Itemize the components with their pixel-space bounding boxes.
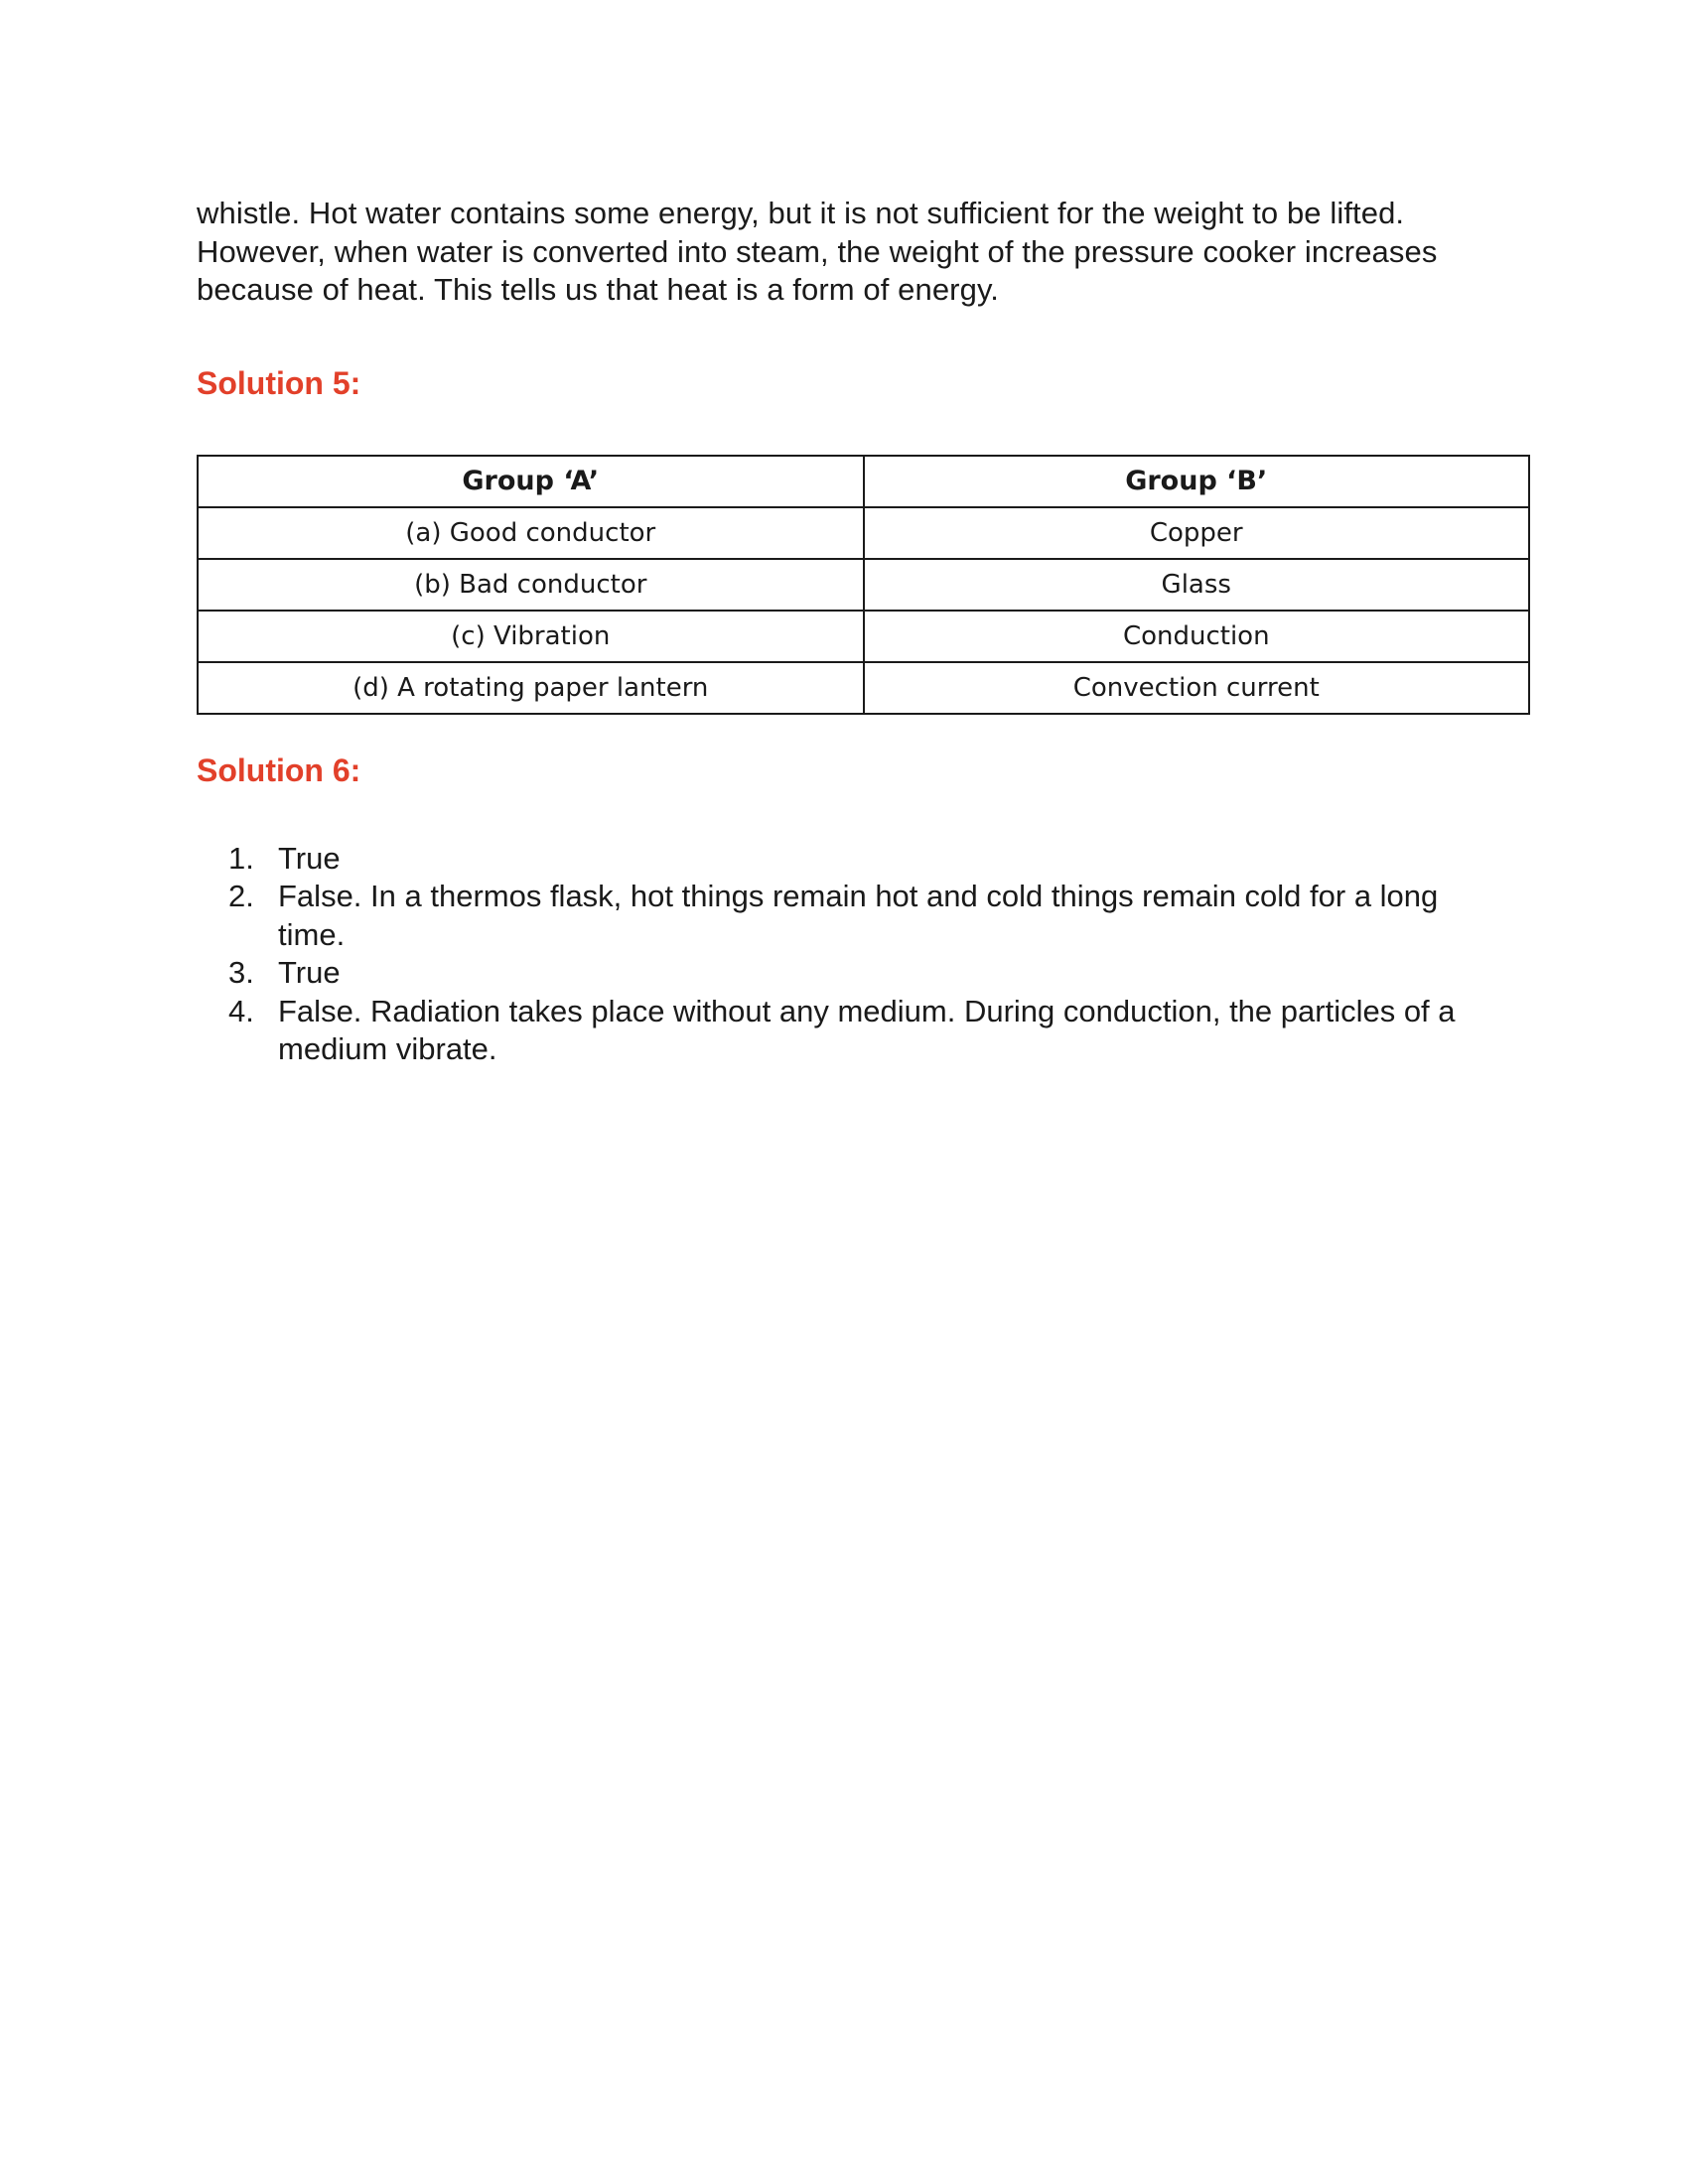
table-row [198, 662, 1529, 714]
list-item-text: True [278, 840, 341, 876]
table-row [198, 507, 1529, 559]
list-item-text: False. In a thermos flask, hot things remain hot and cold things remain cold for a long time. [278, 879, 1439, 952]
list-item-text: True [278, 955, 341, 990]
table-cell-group-b: Conduction [864, 611, 1530, 662]
list-item-number: 4. [228, 993, 254, 1028]
solution-6-heading: Solution 6: [197, 751, 361, 788]
table-row [198, 559, 1529, 611]
list-item [197, 878, 1532, 954]
table-cell-group-a: (b) Bad conductor [198, 559, 864, 611]
table-cell-group-a: (a) Good conductor [198, 507, 864, 559]
list-item [197, 954, 1532, 993]
table-cell-group-a: (c) Vibration [198, 611, 864, 662]
solution-5-heading: Solution 5: [197, 364, 361, 401]
list-item-number: 1. [228, 840, 254, 876]
column-header-group-b: Group ‘B’ [864, 456, 1530, 507]
column-header-group-a: Group ‘A’ [198, 456, 864, 507]
list-item-number: 3. [228, 955, 254, 990]
document-page [197, 195, 1532, 1069]
match-table [197, 455, 1530, 715]
table-cell-group-b: Convection current [864, 662, 1530, 714]
intro-paragraph: whistle. Hot water contains some energy, but it is not sufficient for the weight to be lifted. However, when water is converted into steam, the weight of the pressure cooker increases because of heat. This tells us that heat is a form of energy. [197, 196, 1438, 307]
table-cell-group-b: Glass [864, 559, 1530, 611]
table-header-row [198, 456, 1529, 507]
list-item [197, 993, 1532, 1069]
table-cell-group-a: (d) A rotating paper lantern [198, 662, 864, 714]
list-item-number: 2. [228, 879, 254, 913]
table-row [198, 611, 1529, 662]
answer-list [197, 840, 1532, 1069]
list-item [197, 840, 1532, 879]
list-item-text: False. Radiation takes place without any medium. During conduction, the particles of a medium vibrate. [278, 993, 1456, 1066]
table-cell-group-b: Copper [864, 507, 1530, 559]
